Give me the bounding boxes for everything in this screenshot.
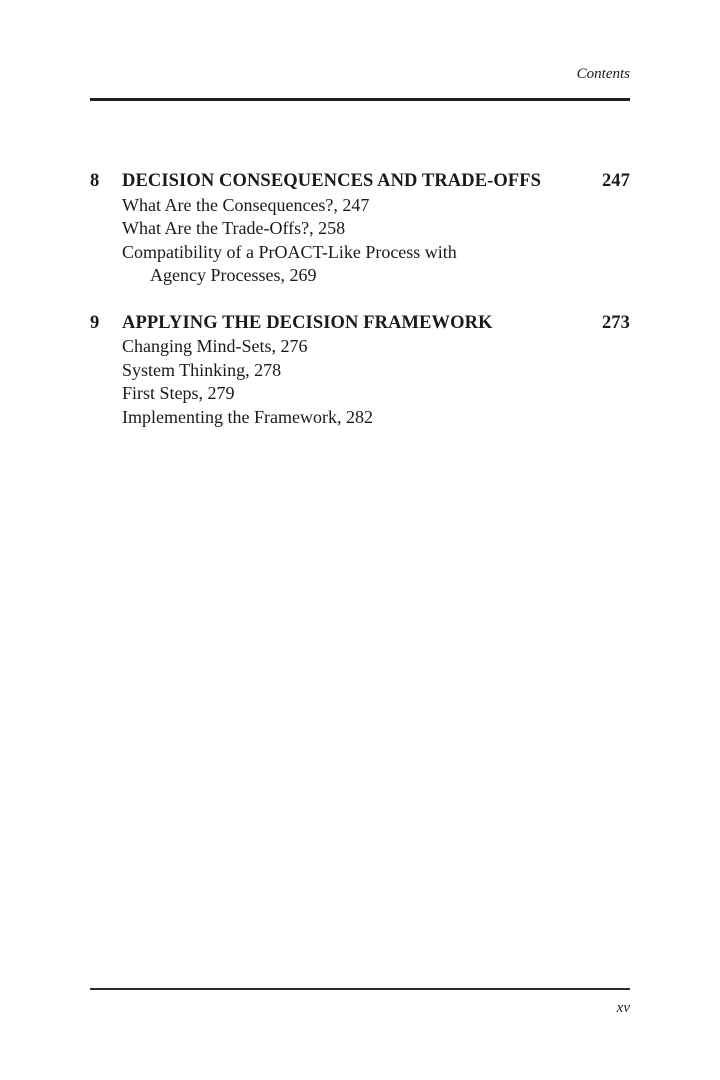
chapter-title: APPLYING THE DECISION FRAMEWORK <box>122 312 493 333</box>
toc-chapter-9 <box>90 312 630 430</box>
chapter-heading <box>90 170 630 194</box>
toc-entry: What Are the Consequences?, 247 <box>122 194 370 215</box>
chapter-entries <box>122 335 630 429</box>
chapter-entries <box>122 194 630 288</box>
table-of-contents <box>90 170 630 429</box>
toc-chapter-8 <box>90 170 630 288</box>
chapter-page-number: 247 <box>601 171 630 191</box>
toc-entry-continuation: Agency Processes, 269 <box>150 265 317 285</box>
footer-rule <box>90 988 630 990</box>
toc-entry: Compatibility of a PrOACT-Like Process with <box>122 241 457 262</box>
running-head: Contents <box>576 66 630 82</box>
chapter-title: DECISION CONSEQUENCES AND TRADE-OFFS <box>122 171 542 191</box>
chapter-heading <box>90 312 630 336</box>
toc-entry: Changing Mind-Sets, 276 <box>122 336 308 356</box>
toc-entry: System Thinking, 278 <box>122 359 282 380</box>
header-rule <box>90 98 630 101</box>
page-footer <box>90 980 630 1018</box>
chapter-number: 8 <box>90 171 100 191</box>
page-folio: xv <box>616 1000 630 1016</box>
chapter-number: 9 <box>90 312 100 333</box>
chapter-page-number: 273 <box>601 312 630 333</box>
toc-entry: Implementing the Framework, 282 <box>122 406 373 427</box>
toc-entry: What Are the Trade-Offs?, 258 <box>122 218 346 238</box>
toc-entry: First Steps, 279 <box>122 383 235 403</box>
page-header <box>90 63 630 109</box>
